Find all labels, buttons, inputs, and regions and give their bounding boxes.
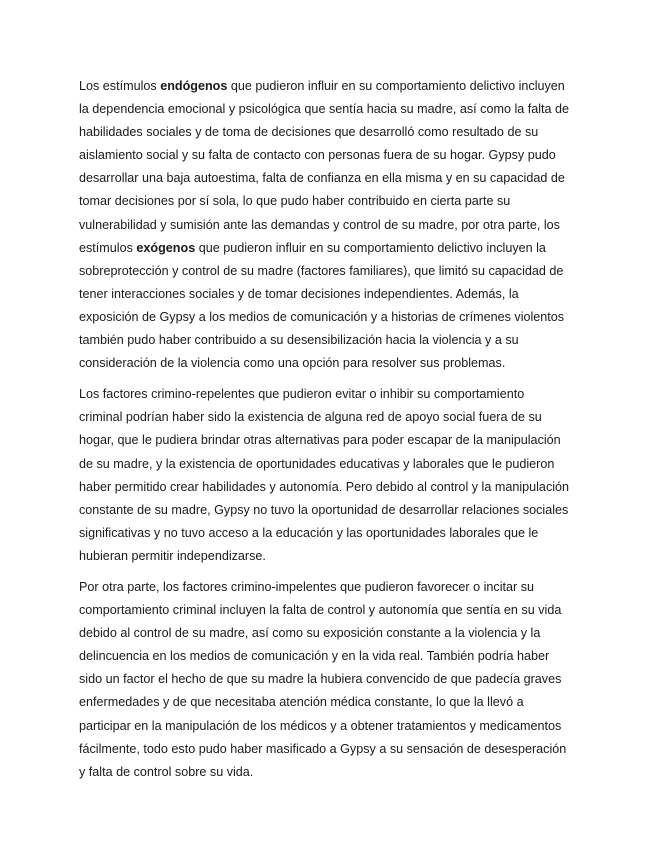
text-line [79,144,582,167]
text-line [79,306,582,329]
text-line [79,352,582,375]
paragraph-3 [79,576,582,784]
text-line [79,214,582,237]
text-run: Los estímulos [79,79,161,93]
text-line [79,98,582,121]
text-line [79,645,582,668]
text-run: significativas y no tuvo acceso a la educación y las oportunidades laborales que le [79,525,539,540]
text-run: fácilmente, todo esto pudo haber masificado a Gypsy a su sensación de desesperación [79,741,567,756]
text-run: Los factores crimino-repelentes que pudieron evitar o inhibir su comportamiento [79,387,525,402]
text-line [79,715,582,738]
text-line [79,406,582,429]
text-line [79,190,582,213]
text-run: la dependencia emocional y psicológica que sentía hacia su madre, así como la falta de [79,102,570,117]
text-line [79,429,582,452]
text-run: comportamiento criminal incluyen la falta de control y autonomía que sentía en su vida [79,603,562,618]
text-line [79,260,582,283]
text-line [79,622,582,645]
text-line [79,453,582,476]
text-line [79,545,582,568]
text-run: vulnerabilidad y sumisión ante las demandas y control de su madre, por otra parte, los [79,217,560,232]
text-run: sobreprotección y control de su madre (factores familiares), que limitó su capacidad de [79,263,564,278]
text-run: también pudo haber contribuido a su desensibilización hacia la violencia y a su [79,333,519,348]
paragraph-2 [79,383,582,568]
text-run: exposición de Gypsy a los medios de comunicación y a historias de crímenes violentos [79,309,565,324]
text-line [79,599,582,622]
text-line [79,761,582,784]
text-run: tener interacciones sociales y de tomar decisiones independientes. Además, la [79,286,519,301]
text-run: estímulos [79,240,137,255]
text-run: habilidades sociales y de toma de decisiones que desarrolló como resultado de su [79,125,539,140]
text-run: Por otra parte, los factores crimino-impelentes que pudieron favorecer o incitar su [79,579,534,594]
text-run: hogar, que le pudiera brindar otras alternativas para poder escapar de la manipulación [79,433,561,448]
text-line [79,576,582,599]
text-run: criminal podrían haber sido la existencia de alguna red de apoyo social fuera de su [79,410,542,425]
text-line [79,383,582,406]
document-body [79,75,582,792]
text-line [79,167,582,190]
text-line [79,237,582,260]
text-run: tomar decisiones por sí sola, lo que pudo haber contribuido en cierta parte su [79,194,511,209]
text-run: delincuencia en los medios de comunicación y en la vida real. También podría haber [79,649,550,664]
text-line [79,691,582,714]
text-line [79,522,582,545]
text-line [79,668,582,691]
text-run: debido al control de su madre, así como su exposición constante a la violencia y la [79,626,541,641]
text-run: hubieran permitir independizarse. [79,548,266,563]
text-line [79,476,582,499]
text-line [79,499,582,522]
text-line [79,121,582,144]
text-run: aislamiento social y su falta de contacto con personas fuera de su hogar. Gypsy pudo [79,148,556,163]
text-line [79,283,582,306]
bold-term: exógenos [136,240,196,255]
text-line [79,738,582,761]
text-run: desarrollar una baja autoestima, falta de confianza en ella misma y en su capacidad de [79,171,565,186]
paragraph-1 [79,75,582,375]
text-run: constante de su madre, Gypsy no tuvo la oportunidad de desarrollar relaciones sociales [79,502,569,517]
text-run: sido un factor el hecho de que su madre la hubiera convencido de que padecía graves [79,672,562,687]
text-run: enfermedades y de que necesitaba atención médica constante, lo que la llevó a [79,695,524,710]
text-line [79,329,582,352]
text-line [79,75,582,98]
text-run: y falta de control sobre su vida. [79,764,254,779]
text-run: de su madre, y la existencia de oportunidades educativas y laborales que le pudieron [79,456,555,471]
text-run: que pudieron influir en su comportamiento delictivo incluyen la [195,240,546,255]
text-run: haber permitido crear habilidades y autonomía. Pero debido al control y la manipulación [79,479,570,494]
text-run: consideración de la violencia como una opción para resolver sus problemas. [79,356,506,371]
text-run: que pudieron influir en su comportamiento delictivo incluyen [227,79,565,93]
text-run: participar en la manipulación de los médicos y a obtener tratamientos y medicamentos [79,718,562,733]
bold-term: endógenos [160,79,228,93]
